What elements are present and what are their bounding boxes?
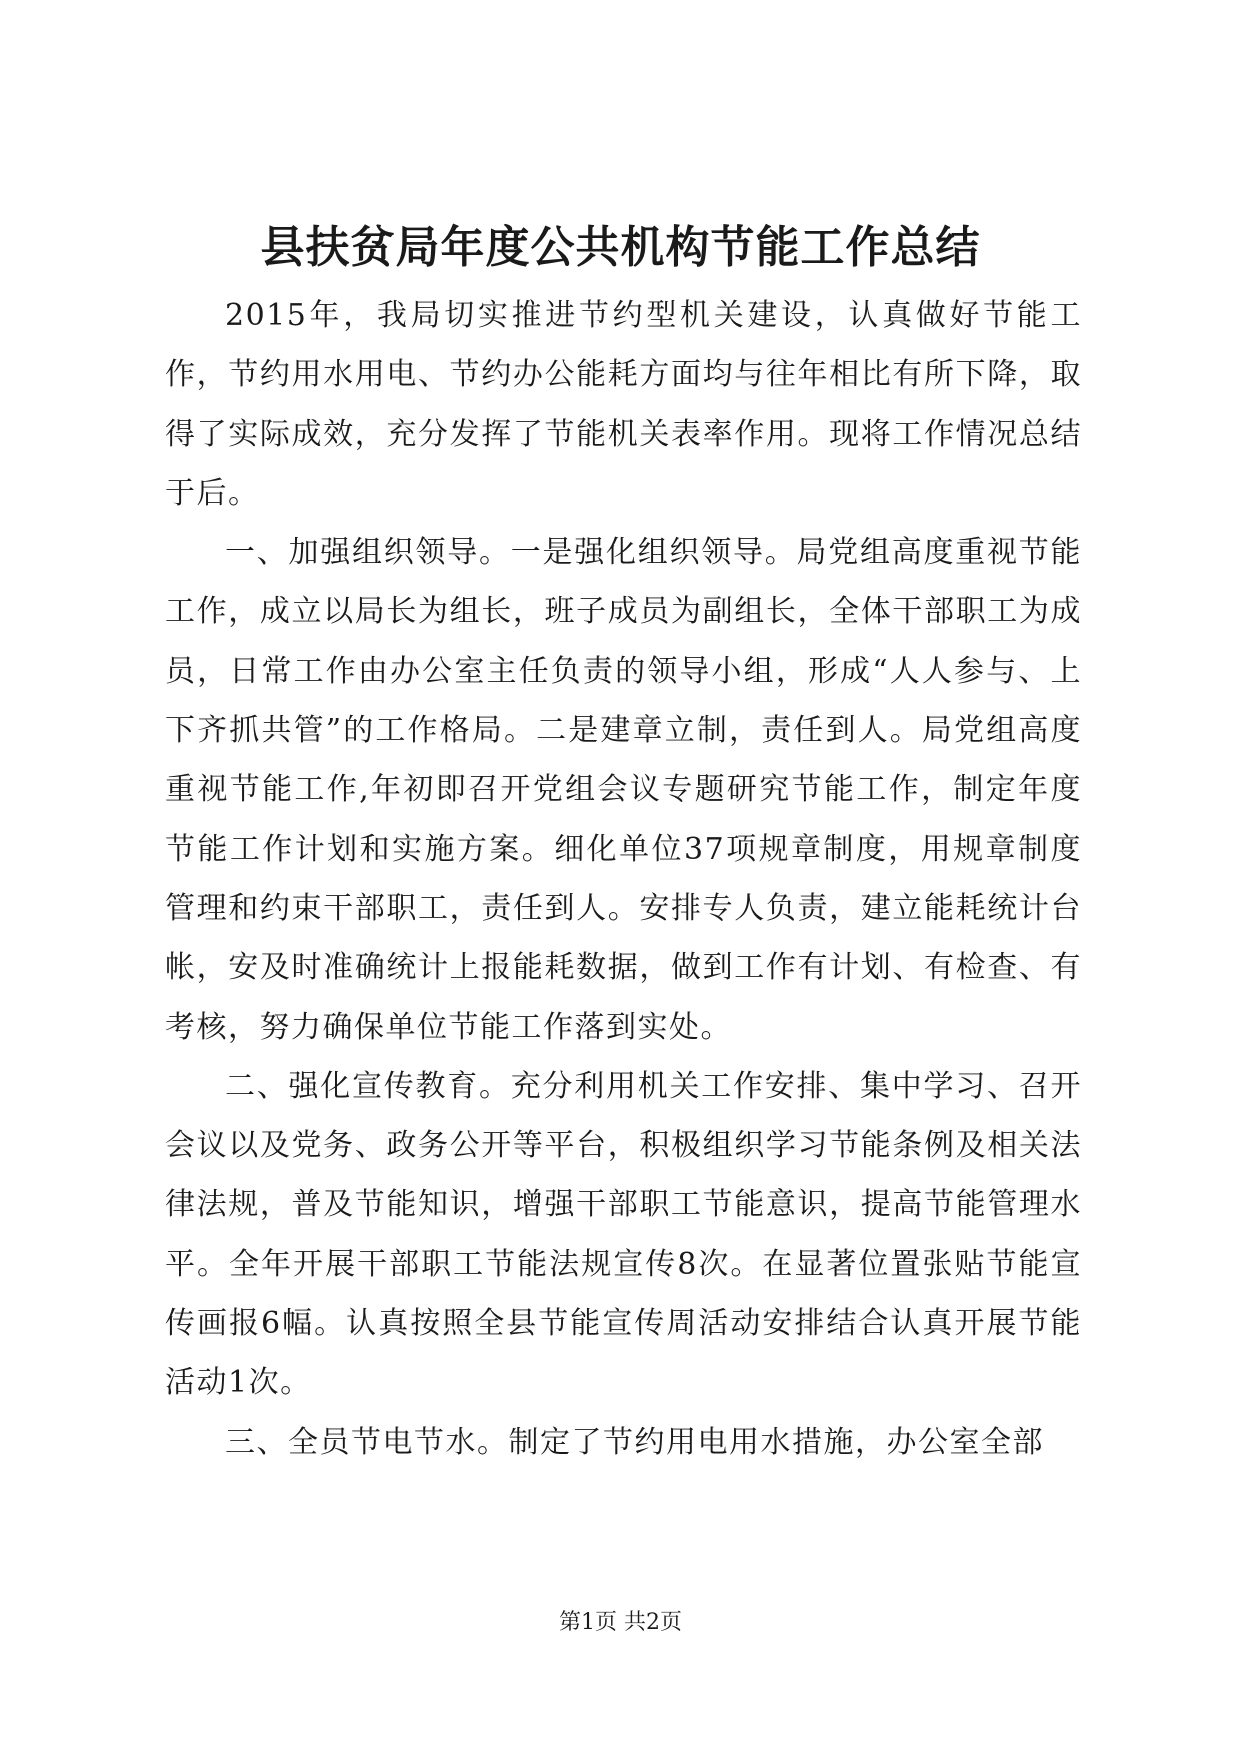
document-body [165, 286, 1082, 1472]
paragraph-section-1: 一、加强组织领导。一是强化组织领导。局党组高度重视节能工作，成立以局长为组长，班子成员为副组长，全体干部职工为成员，日常工作由办公室主任负责的领导小组，形成“人人参与、上下齐抓共管”的工作格局。二是建章立制，责任到人。局党组高度重视节能工作,年初即召开党组会议专题研究节能工作，制定年度节能工作计划和实施方案。细化单位37项规章制度，用规章制度管理和约束干部职工，责任到人。安排专人负责，建立能耗统计台帐，安及时准确统计上报能耗数据，做到工作有计划、有检查、有考核，努力确保单位节能工作落到实处。 [165, 535, 1082, 1045]
paragraph-intro: 2015年，我局切实推进节约型机关建设，认真做好节能工作，节约用水用电、节约办公能耗方面均与往年相比有所下降，取得了实际成效，充分发挥了节能机关表率作用。现将工作情况总结于后。 [165, 298, 1082, 511]
page-number-footer: 第1页 共2页 [559, 1610, 682, 1635]
document-title: 县扶贫局年度公共机构节能工作总结 [260, 222, 981, 273]
paragraph-section-3: 三、全员节电节水。制定了节约用电用水措施，办公室全部 [225, 1424, 1044, 1460]
paragraph-section-2: 二、强化宣传教育。充分利用机关工作安排、集中学习、召开会议以及党务、政务公开等平台，积极组织学习节能条例及相关法律法规，普及节能知识，增强干部职工节能意识，提高节能管理水平。全年开展干部职工节能法规宣传8次。在显著位置张贴节能宣传画报6幅。认真按照全县节能宣传周活动安排结合认真开展节能活动1次。 [165, 1068, 1082, 1401]
